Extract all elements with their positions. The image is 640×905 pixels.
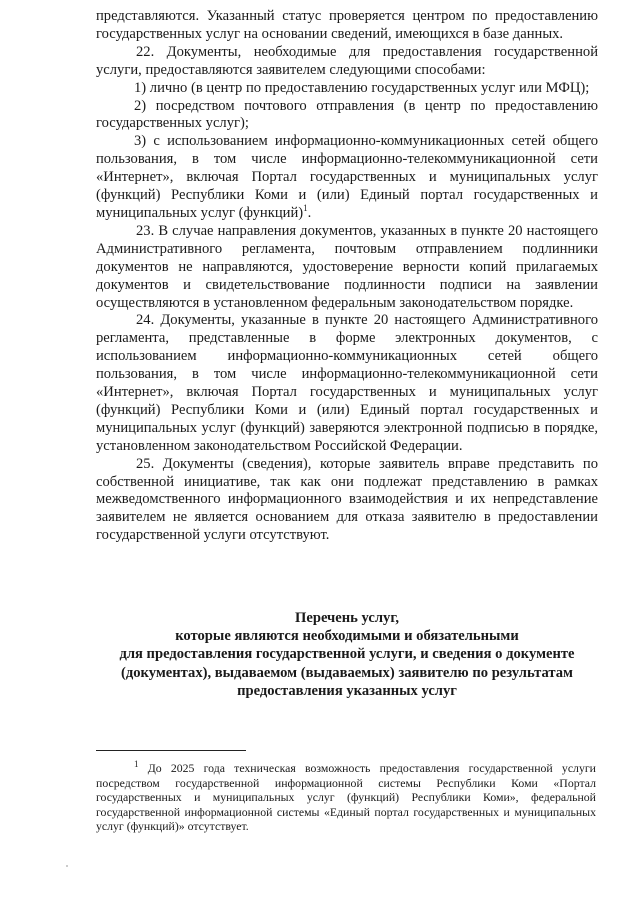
footnote-separator [96, 750, 246, 751]
heading-line-1: Перечень услуг, [295, 610, 399, 626]
paragraph-continuation: представляются. Указанный статус проверяется центром по предоставлению государственных услуг на основании сведений, имеющихся в базе данных. [96, 8, 598, 42]
paragraph-22-item-3-text: 3) с использованием информационно-коммуникационных сетей общего пользования, в том числе информационно-телекоммуникационной сети «Интернет», включая Портал государственных и муниципальных услуг (функций) Республики Коми и (или) Единый портал государственных и муниципальных услуг (функций) [96, 133, 598, 221]
heading-line-3: для предоставления государственной услуги, и сведения о документе [119, 646, 575, 663]
footnote-number: 1 [134, 759, 139, 770]
section-heading [96, 609, 598, 700]
document-body [96, 8, 598, 545]
paragraph-22-item-2: 2) посредством почтового отправления (в центр по предоставлению государственных услуг); [96, 97, 598, 132]
paragraph-22-item-1: 1) лично (в центр по предоставлению государственных услуг или МФЦ); [134, 79, 590, 96]
footnote-text: До 2025 года техническая возможность предоставления государственной услуги посредством государственной информационной системы Республики Коми «Портал государственных и муниципальных услуг (функций) Республики Коми», федеральной государственной информационной системы «Единый портал государственных и муниципальных услуг (функций)» отсутствует. [96, 761, 596, 833]
footnote-paragraph [96, 761, 596, 834]
heading-line-4: (документах), выдаваемом (выдаваемых) заявителю по результатам [121, 664, 573, 681]
footnote [96, 761, 596, 834]
heading-line-2: которые являются необходимыми и обязательными [175, 628, 519, 645]
paragraph-22: 22. Документы, необходимые для предоставления государственной услуги, предоставляются заявителем следующими способами: [96, 43, 598, 78]
paragraph-22-item-3 [96, 133, 598, 223]
scan-speck [66, 865, 68, 867]
paragraph-24: 24. Документы, указанные в пункте 20 настоящего Административного регламента, представленные в форме электронных документов, с использованием информационно-коммуникационных сетей общего пользования, в том числе информационно-телекоммуникационной сети «Интернет», включая Портал государственных и муниципальных услуг (функций) Республики Коми и (или) Единый портал государственных и муниципальных услуг (функций) заверяются электронной подписью в порядке, установленном законодательством Российской Федерации. [96, 312, 598, 454]
paragraph-23: 23. В случае направления документов, указанных в пункте 20 настоящего Административного регламента, почтовым отправлением подлинники документов не направляются, удостоверение верности копий прилагаемых документов и свидетельствование подлинности подписи на заявлении осуществляются в установленном федеральным законодательством порядке. [96, 222, 598, 311]
footnote-reference[interactable]: 1 [303, 203, 308, 214]
paragraph-25: 25. Документы (сведения), которые заявитель вправе представить по собственной инициативе, так как они подлежат представлению в рамках межведомственного информационного взаимодействия и их непредставление заявителем не является основанием для отказа заявителю в предоставлении государственной услуги отсутствуют. [96, 455, 598, 544]
paragraph-22-item-3-end: . [307, 204, 312, 221]
heading-line-5: предоставления указанных услуг [237, 682, 457, 699]
